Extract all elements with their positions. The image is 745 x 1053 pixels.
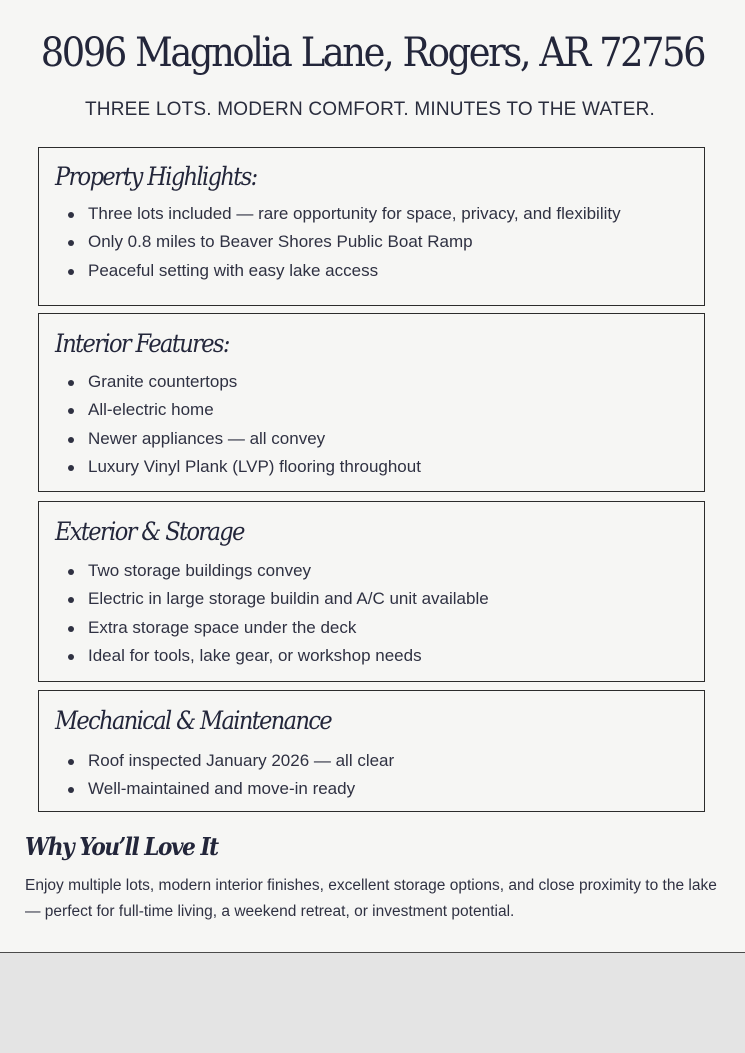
list-item: Roof inspected January 2026 — all clear [88,747,394,775]
list-item: Electric in large storage buildin and A/C unit available [88,585,489,613]
list-item: Well-maintained and move-in ready [88,775,394,803]
property-highlights-heading: Property Highlights: [55,162,257,191]
interior-features-heading: Interior Features: [55,329,229,358]
exterior-storage-box [38,501,705,682]
list-item: All-electric home [88,396,421,424]
mechanical-maintenance-box [38,690,705,812]
interior-features-list [39,368,421,482]
why-you-love-it-heading: Why You’ll Love It [25,832,218,861]
list-item: Three lots included — rare opportunity for space, privacy, and flexibility [88,200,621,228]
why-you-love-it-text: Enjoy multiple lots, modern interior finishes, excellent storage options, and close proximity to the lake — perfect for full-time living, a weekend retreat, or investment potential. [25,877,717,920]
list-item: Two storage buildings convey [88,557,489,585]
exterior-storage-list [39,557,489,671]
list-item: Granite countertops [88,368,421,396]
property-address-title: 8096 Magnolia Lane, Rogers, AR 72756 [40,30,705,76]
interior-features-box [38,313,705,492]
list-item: Extra storage space under the deck [88,614,489,642]
list-item: Luxury Vinyl Plank (LVP) flooring throughout [88,453,421,481]
mechanical-maintenance-list [39,747,394,804]
tagline: THREE LOTS. MODERN COMFORT. MINUTES TO THE WATER. [85,99,655,120]
property-highlights-list [39,200,621,285]
list-item: Peaceful setting with easy lake access [88,257,621,285]
list-item: Newer appliances — all convey [88,425,421,453]
list-item: Only 0.8 miles to Beaver Shores Public Boat Ramp [88,228,621,256]
property-highlights-box [38,147,705,306]
mechanical-maintenance-heading: Mechanical & Maintenance [55,706,332,735]
exterior-storage-heading: Exterior & Storage [55,517,244,546]
list-item: Ideal for tools, lake gear, or workshop needs [88,642,489,670]
